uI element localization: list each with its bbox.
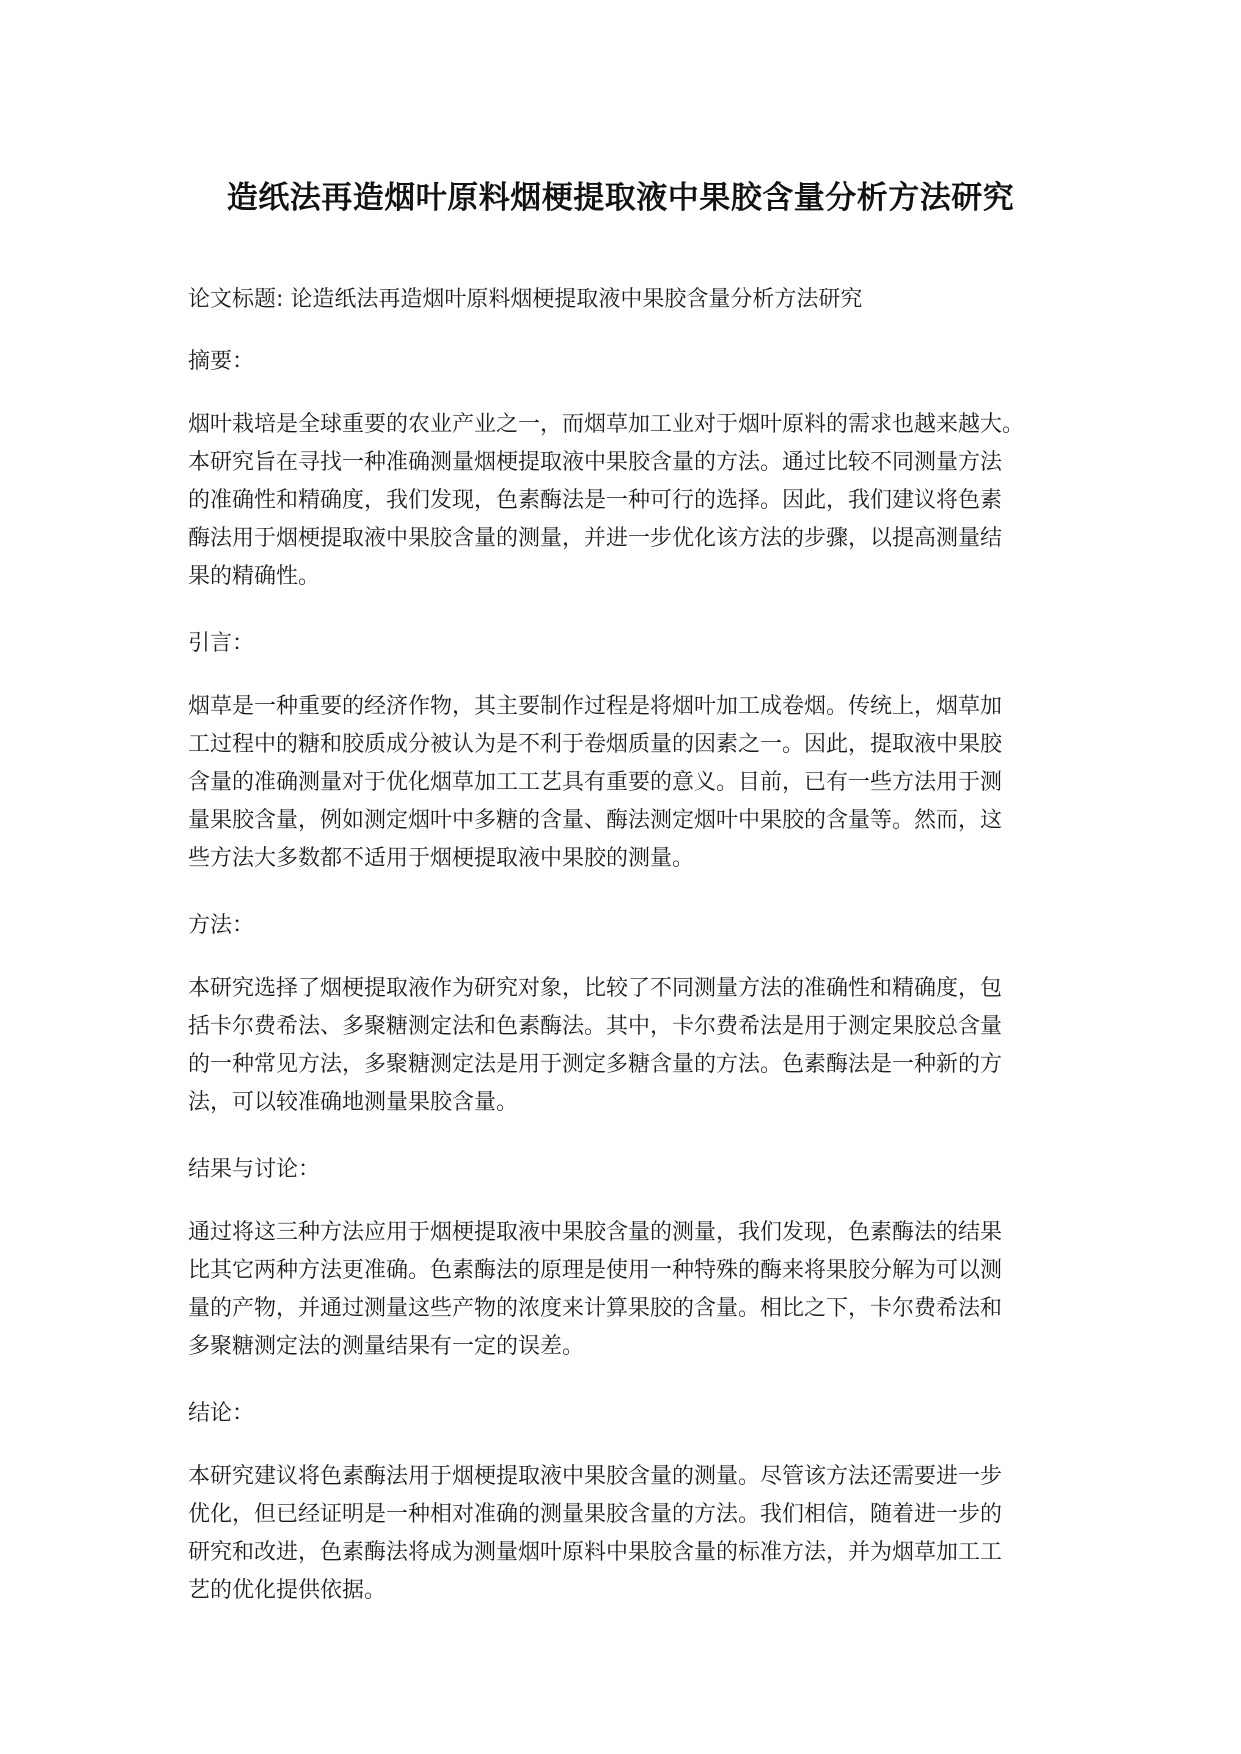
text-line: 本研究建议将色素酶法用于烟梗提取液中果胶含量的测量。尽管该方法还需要进一步: [188, 1464, 1003, 1489]
section-abstract-text: [188, 406, 1068, 596]
text-line: 本研究旨在寻找一种准确测量烟梗提取液中果胶含量的方法。通过比较不同测量方法: [188, 450, 1003, 475]
document-body: [188, 282, 1068, 1610]
text-line: 本研究选择了烟梗提取液作为研究对象，比较了不同测量方法的准确性和精确度，包: [188, 976, 1003, 1001]
section-conclusion-text: [188, 1458, 1068, 1610]
text-line: 果的精确性。: [188, 564, 321, 589]
text-line: 的准确性和精确度，我们发现，色素酶法是一种可行的选择。因此，我们建议将色素: [188, 488, 1003, 513]
text-line: 研究和改进，色素酶法将成为测量烟叶原料中果胶含量的标准方法，并为烟草加工工: [188, 1540, 1003, 1565]
text-line: 通过将这三种方法应用于烟梗提取液中果胶含量的测量，我们发现，色素酶法的结果: [188, 1220, 1003, 1245]
text-line: 比其它两种方法更准确。色素酶法的原理是使用一种特殊的酶来将果胶分解为可以测: [188, 1258, 1003, 1283]
text-line: 烟叶栽培是全球重要的农业产业之一，而烟草加工业对于烟叶原料的需求也越来越大。: [188, 412, 1025, 437]
text-line: 些方法大多数都不适用于烟梗提取液中果胶的测量。: [188, 846, 695, 871]
section-heading-abstract: 摘要：: [188, 349, 255, 374]
section-results-text: [188, 1214, 1068, 1366]
text-line: 括卡尔费希法、多聚糖测定法和色素酶法。其中，卡尔费希法是用于测定果胶总含量: [188, 1014, 1003, 1039]
text-line: 工过程中的糖和胶质成分被认为是不利于卷烟质量的因素之一。因此，提取液中果胶: [188, 732, 1003, 757]
text-line: 量果胶含量，例如测定烟叶中多糖的含量、酶法测定烟叶中果胶的含量等。然而，这: [188, 808, 1003, 833]
text-line: 含量的准确测量对于优化烟草加工工艺具有重要的意义。目前，已有一些方法用于测: [188, 770, 1003, 795]
text-line: 优化，但已经证明是一种相对准确的测量果胶含量的方法。我们相信，随着进一步的: [188, 1502, 1003, 1527]
section-introduction-text: [188, 688, 1068, 878]
paper-title-line: 论文标题: 论造纸法再造烟叶原料烟梗提取液中果胶含量分析方法研究: [188, 287, 863, 312]
text-line: 的一种常见方法，多聚糖测定法是用于测定多糖含量的方法。色素酶法是一种新的方: [188, 1052, 1003, 1077]
text-line: 烟草是一种重要的经济作物，其主要制作过程是将烟叶加工成卷烟。传统上，烟草加: [188, 694, 1003, 719]
text-line: 量的产物，并通过测量这些产物的浓度来计算果胶的含量。相比之下，卡尔费希法和: [188, 1296, 1003, 1321]
document-title: 造纸法再造烟叶原料烟梗提取液中果胶含量分析方法研究: [226, 180, 1015, 216]
section-heading-conclusion: 结论：: [188, 1401, 255, 1426]
section-heading-methods: 方法：: [188, 913, 255, 938]
text-line: 酶法用于烟梗提取液中果胶含量的测量，并进一步优化该方法的步骤，以提高测量结: [188, 526, 1003, 551]
section-methods-text: [188, 970, 1068, 1122]
text-line: 多聚糖测定法的测量结果有一定的误差。: [188, 1334, 585, 1359]
text-line: 艺的优化提供依据。: [188, 1578, 387, 1603]
text-line: 法，可以较准确地测量果胶含量。: [188, 1090, 519, 1115]
section-heading-introduction: 引言：: [188, 631, 255, 656]
section-heading-results: 结果与讨论：: [188, 1157, 321, 1182]
